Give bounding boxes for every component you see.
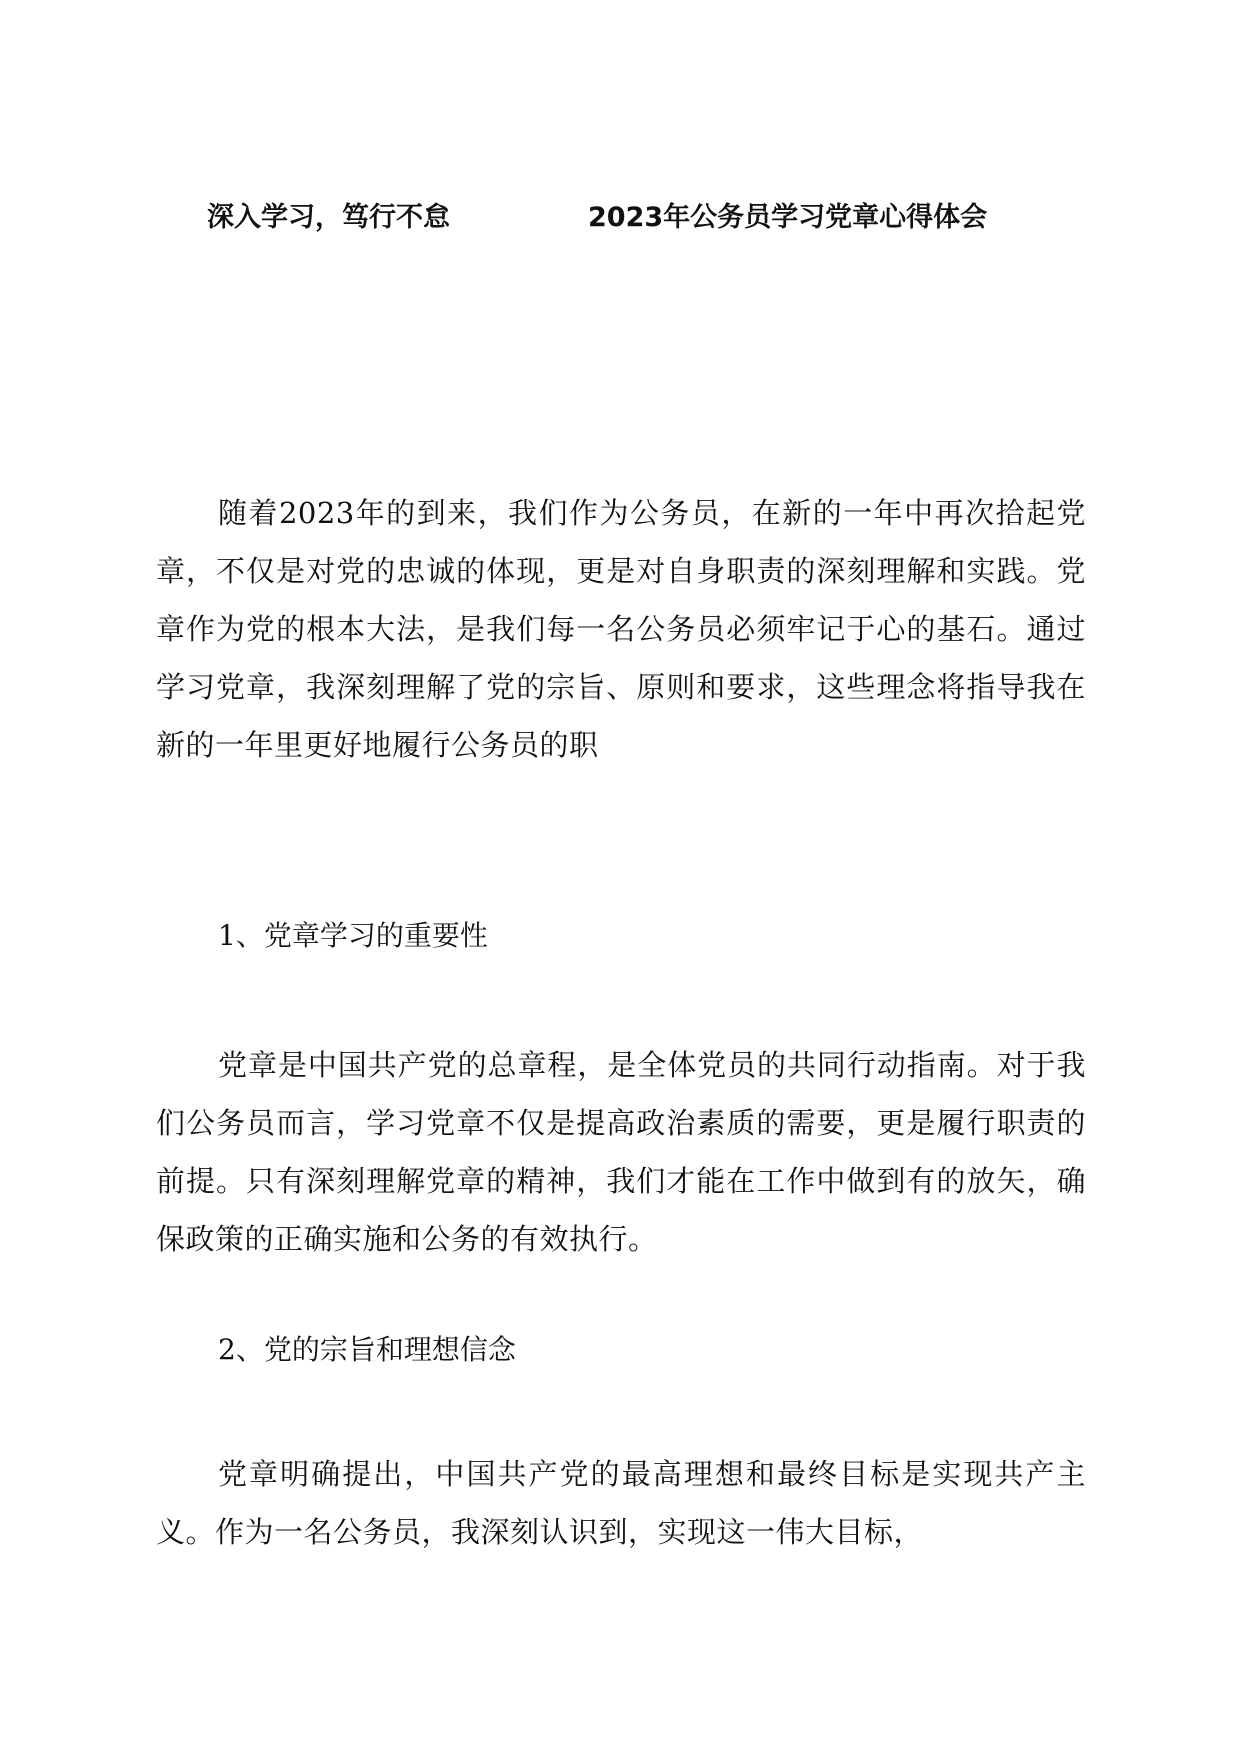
section-heading-1: 1、党章学习的重要性: [218, 919, 488, 952]
title-left: 深入学习，笃行不怠: [207, 202, 450, 233]
title-right: 2023年公务员学习党章心得体会: [588, 202, 988, 233]
paragraph-section-1: 党章是中国共产党的总章程，是全体党员的共同行动指南。对于我们公务员而言，学习党章不仅是提高政治素质的需要，更是履行职责的前提。只有深刻理解党章的精神，我们才能在工作中做到有的放矢，确保政策的正确实施和公务的有效执行。: [156, 1048, 1086, 1256]
paragraph-section-2: 党章明确提出，中国共产党的最高理想和最终目标是实现共产主义。作为一名公务员，我深刻认识到，实现这一伟大目标，: [156, 1457, 1086, 1549]
paragraph-intro: 随着2023年的到来，我们作为公务员，在新的一年中再次拾起党章，不仅是对党的忠诚的体现，更是对自身职责的深刻理解和实践。党章作为党的根本大法，是我们每一名公务员必须牢记于心的基石。通过学习党章，我深刻理解了党的宗旨、原则和要求，这些理念将指导我在新的一年里更好地履行公务员的职: [156, 496, 1086, 762]
section-heading-2: 2、党的宗旨和理想信念: [218, 1333, 516, 1366]
document-title: [0, 196, 1240, 240]
